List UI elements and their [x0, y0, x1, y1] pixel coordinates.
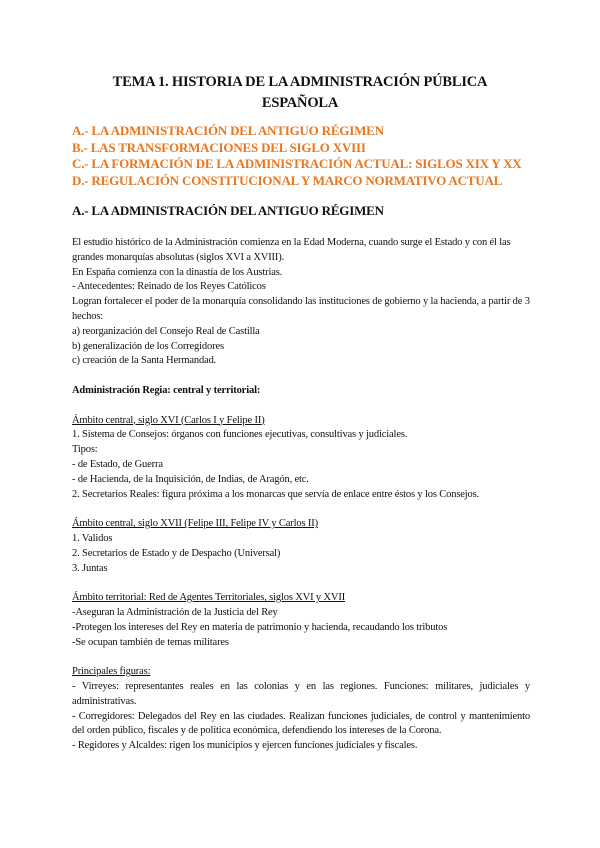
subheading-figuras: Principales figuras: [72, 666, 151, 678]
list-item: c) creación de la Santa Hermandad. [72, 355, 217, 367]
subheading-central-xvii: Ámbito central, siglo XVII (Felipe III, Felipe IV y Carlos II) [72, 518, 318, 530]
list-item: - Corregidores: Delegados del Rey en las ciudades. Realizan funciones judiciales, de control y mantenimiento del orden público, fiscales y de política económica, defendiendo los intereses de la Corona. [72, 710, 530, 737]
list-item: a) reorganización del Consejo Real de Castilla [72, 325, 260, 337]
intro-line: - Antecedentes: Reinado de los Reyes Católicos [72, 281, 266, 293]
subheading-territorial: Ámbito territorial: Red de Agentes Territoriales, siglos XVI y XVII [72, 592, 346, 604]
intro-paragraph: El estudio histórico de la Administración comienza en la Edad Moderna, cuando surge el Estado y con él las grandes monarquías absolutas (siglos XVI a XVIII). [72, 237, 511, 263]
list-item: 1. Sistema de Consejos: órganos con funciones ejecutivas, consultivas y judiciales. [72, 429, 408, 441]
list-item: Tipos: [72, 444, 98, 456]
list-item: 2. Secretarios de Estado y de Despacho (Universal) [72, 547, 281, 559]
subheading-central-xvi: Ámbito central, siglo XVI (Carlos I y Felipe II) [72, 414, 265, 426]
list-item: 3. Juntas [72, 562, 108, 574]
list-item: -Protegen los intereses del Rey en materia de patrimonio y hacienda, recaudando los tributos [72, 621, 448, 633]
list-item: - Virreyes: representantes reales en las colonias y en las regiones. Funciones: militares, judiciales y administrativas. [72, 680, 530, 707]
document-body [72, 236, 530, 754]
document-title [60, 72, 540, 114]
list-item: - de Hacienda, de la Inquisición, de Indias, de Aragón, etc. [72, 473, 309, 485]
intro-line: En España comienza con la dinastía de los Austrias. [72, 266, 283, 278]
list-item: b) generalización de los Corregidores [72, 340, 224, 352]
table-of-contents [72, 123, 542, 189]
list-item: 1. Validos [72, 532, 113, 544]
title-line-1: TEMA 1. HISTORIA DE LA ADMINISTRACIÓN PÚBLICA [112, 74, 488, 90]
list-item: 2. Secretarios Reales: figura próxima a los monarcas que servía de enlace entre éstos y los Consejos. [72, 488, 480, 500]
section-heading: A.- LA ADMINISTRACIÓN DEL ANTIGUO RÉGIMEN [72, 203, 384, 218]
toc-item-c: C.- LA FORMACIÓN DE LA ADMINISTRACIÓN ACTUAL: SIGLOS XIX Y XX [72, 156, 522, 171]
toc-item-a: A.- LA ADMINISTRACIÓN DEL ANTIGUO RÉGIMEN [72, 123, 384, 138]
list-item: - de Estado, de Guerra [72, 458, 163, 470]
list-item: -Aseguran la Administración de la Justicia del Rey [72, 606, 278, 618]
list-item: - Regidores y Alcaldes: rigen los municipios y ejercen funciones judiciales y fiscales. [72, 740, 418, 752]
title-line-2: ESPAÑOLA [261, 95, 339, 111]
intro-paragraph: Logran fortalecer el poder de la monarquía consolidando las instituciones de gobierno y la hacienda, a partir de 3 hechos: [72, 296, 530, 322]
list-item: -Se ocupan también de temas militares [72, 636, 229, 648]
toc-item-d: D.- REGULACIÓN CONSTITUCIONAL Y MARCO NORMATIVO ACTUAL [72, 172, 503, 188]
subsection-heading: Administración Regia: central y territorial: [72, 384, 261, 396]
toc-item-b: B.- LAS TRANSFORMACIONES DEL SIGLO XVIII [72, 139, 366, 155]
